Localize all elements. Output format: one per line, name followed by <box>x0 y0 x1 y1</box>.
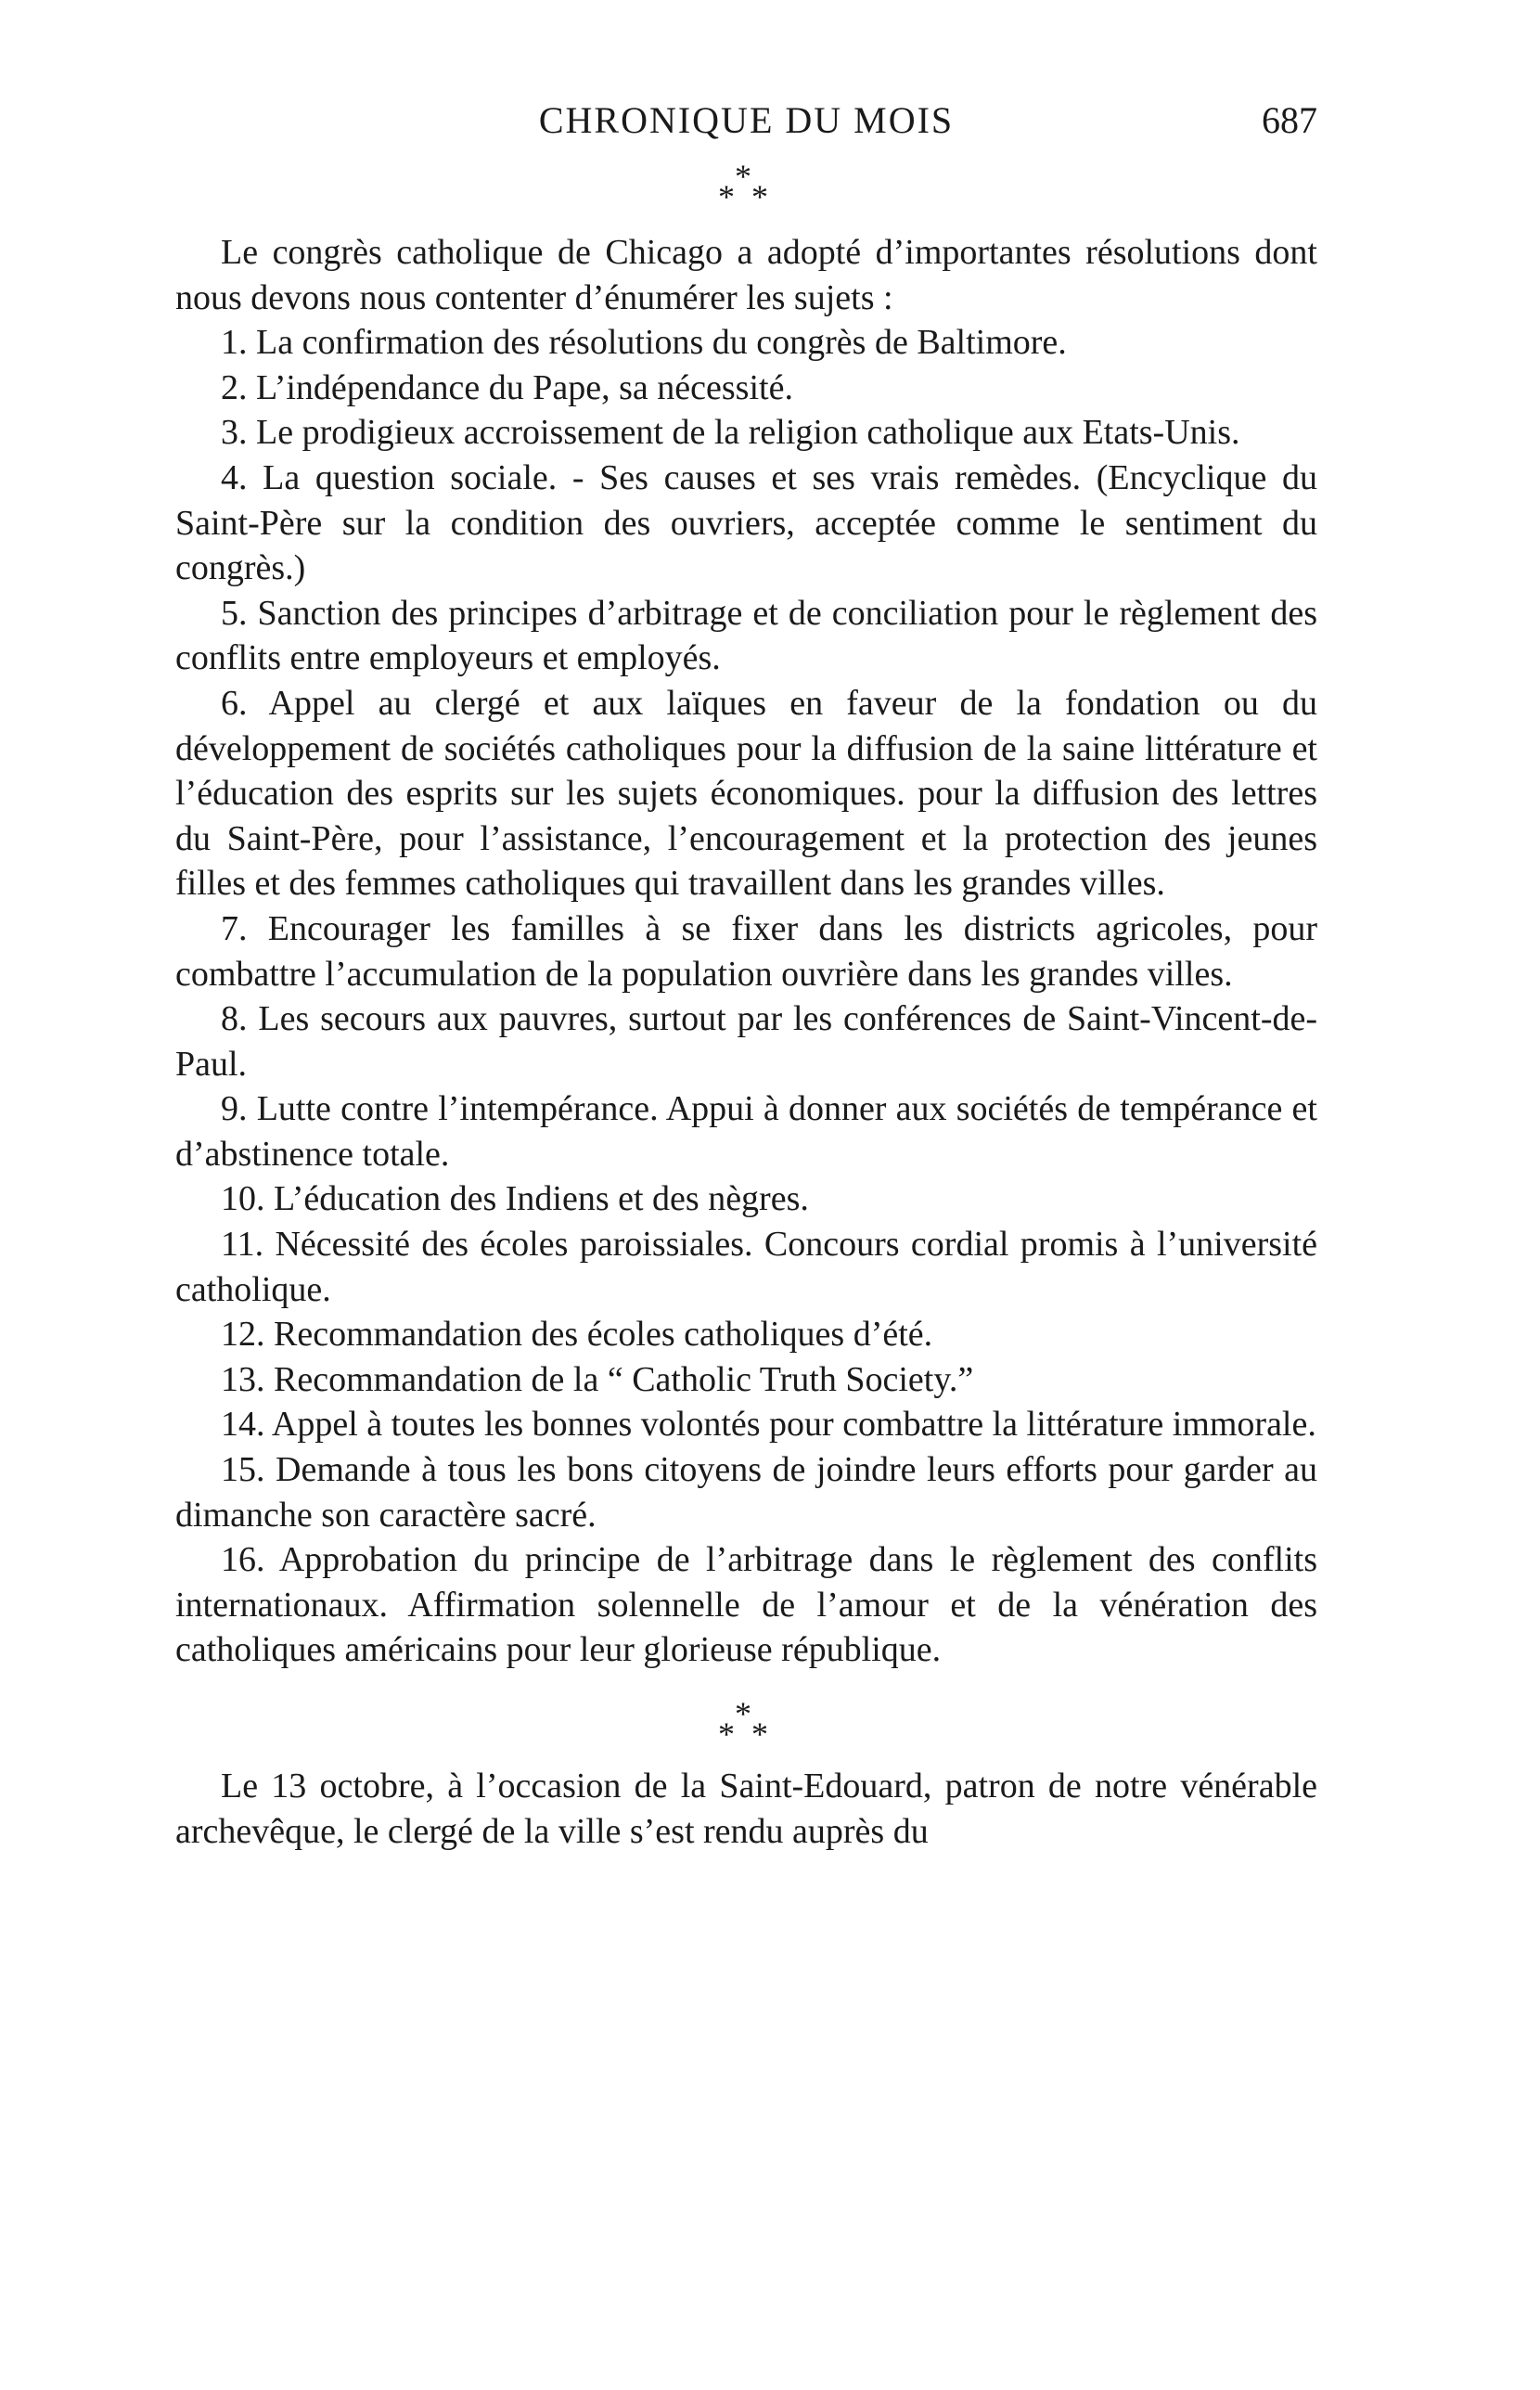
resolution-item: 16. Approbation du principe de l’arbitrage dans le règlement des conflits internationaux. Affirmation solennelle de l’amour et de la vénération des catholiques américains pour leur glorieuse république. <box>175 1540 1317 1670</box>
resolution-item: 13. Recommandation de la “ Catholic Truth Society.” <box>221 1359 974 1399</box>
resolution-item: 1. La confirmation des résolutions du congrès de Baltimore. <box>221 323 1067 363</box>
asterism-star: * <box>718 178 735 215</box>
resolution-item: 7. Encourager les familles à se fixer dans les districts agricoles, pour combattre l’accumulation de la population ouvrière dans les grandes villes. <box>175 908 1317 994</box>
resolution-item: 14. Appel à toutes les bonnes volontés pour combattre la littérature immorale. <box>221 1405 1316 1445</box>
asterism <box>175 1690 1317 1764</box>
asterism-star: * <box>718 1715 735 1753</box>
asterism-star: * <box>751 1715 768 1753</box>
resolution-item: 15. Demande à tous les bons citoyens de joindre leurs efforts pour garder au dimanche son caractère sacré. <box>175 1450 1317 1535</box>
asterism-star: * <box>751 178 768 215</box>
closing-paragraph: Le 13 octobre, à l’occasion de la Saint-Edouard, patron de notre vénérable archevêque, le clergé de la ville s’est rendu auprès du <box>175 1767 1317 1851</box>
running-head <box>175 93 1317 148</box>
asterism-star: * <box>735 1695 751 1732</box>
asterism-star: * <box>735 158 751 195</box>
resolution-item: 2. L’indépendance du Pape, sa nécessité. <box>221 367 793 407</box>
resolution-item: 11. Nécessité des écoles paroissiales. Concours cordial promis à l’université catholique. <box>175 1225 1317 1309</box>
resolution-item: 6. Appel au clergé et aux laïques en faveur de la fondation ou du développement de sociétés catholiques pour la diffusion de la saine littérature et l’éducation des esprits sur les sujets économiques. pour la diffusion des lettres du Saint-Père, pour l’assistance, l’encouragement et la protection des jeunes filles et des femmes catholiques qui travaillent dans les grandes villes. <box>175 683 1317 904</box>
resolution-item: 4. La question sociale. - Ses causes et ses vrais remèdes. (Encyclique du Saint-Père sur la condition des ouvriers, acceptée comme le sentiment du congrès.) <box>175 457 1317 588</box>
page <box>175 93 1317 1854</box>
resolution-item: 10. L’éducation des Indiens et des nègres. <box>221 1179 809 1219</box>
page-number: 687 <box>1262 99 1317 141</box>
resolution-item: 9. Lutte contre l’intempérance. Appui à donner aux sociétés de tempérance et d’abstinence totale. <box>175 1089 1317 1174</box>
asterism <box>175 152 1317 230</box>
resolution-item: 3. Le prodigieux accroissement de la religion catholique aux Etats-Unis. <box>221 413 1240 453</box>
resolution-item: 8. Les secours aux pauvres, surtout par les conférences de Saint-Vincent-de-Paul. <box>175 999 1317 1084</box>
resolution-item: 5. Sanction des principes d’arbitrage et de conciliation pour le règlement des conflits entre employeurs et employés. <box>175 593 1317 678</box>
intro-paragraph: Le congrès catholique de Chicago a adopté d’importantes résolutions dont nous devons nous contenter d’énumérer les sujets : <box>175 233 1317 317</box>
resolution-item: 12. Recommandation des écoles catholiques d’été. <box>221 1315 933 1355</box>
running-title: CHRONIQUE DU MOIS <box>538 99 955 141</box>
